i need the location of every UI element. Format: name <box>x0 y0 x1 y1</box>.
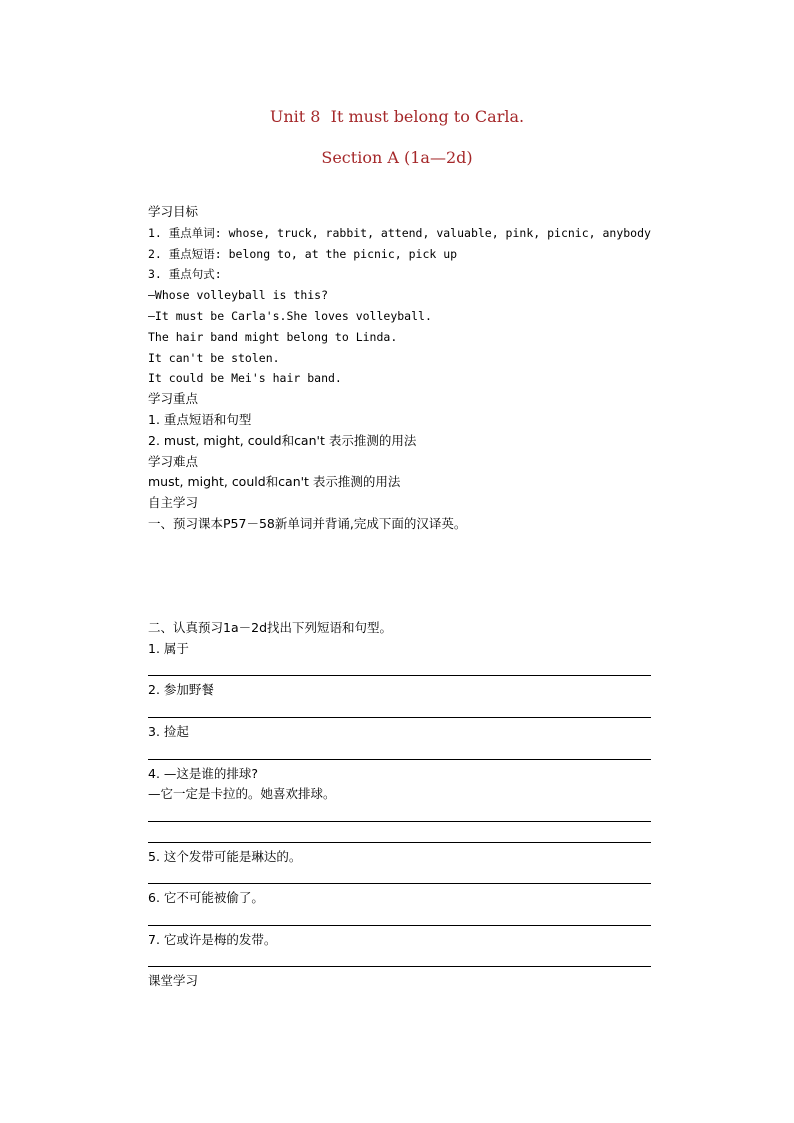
goal-phrases: 2. 重点短语: belong to, at the picnic, pick up <box>148 246 458 261</box>
answer-line[interactable] <box>148 826 668 847</box>
worksheet-body <box>148 202 668 1013</box>
answer-line[interactable] <box>148 951 668 972</box>
page-subtitle: Section A (1a—2d) <box>321 148 473 167</box>
step-row <box>148 992 668 1013</box>
section-heading-difficulties: 学习难点 <box>148 453 199 469</box>
question-prompt: 7. 它或许是梅的发带。 <box>148 931 277 947</box>
word-row <box>148 535 668 556</box>
word-row <box>148 597 668 618</box>
goal-vocab: 1. 重点单词: whose, truck, rabbit, attend, valuable, pink, picnic, anybody <box>148 225 651 240</box>
key-point-item: 1. 重点短语和句型 <box>148 411 252 427</box>
goal-sentence: —Whose volleyball is this? <box>148 288 329 303</box>
word-row <box>148 556 668 577</box>
question-prompt: 4. —这是谁的排球? <box>148 765 259 781</box>
goal-sentence: —It must be Carla's.She loves volleyball. <box>148 308 432 323</box>
part1-instruction: 一、预习课本P57－58新单词并背诵,完成下面的汉译英。 <box>148 515 467 531</box>
answer-line[interactable] <box>148 701 668 722</box>
answer-line[interactable] <box>148 743 668 764</box>
page-title: Unit 8 It must belong to Carla. <box>269 107 525 126</box>
answer-line[interactable] <box>148 909 668 930</box>
question-prompt: 1. 属于 <box>148 640 189 656</box>
goal-sentence: It could be Mei's hair band. <box>148 371 342 386</box>
question-prompt: 3. 捡起 <box>148 723 189 739</box>
question-prompt: 2. 参加野餐 <box>148 682 214 698</box>
goal-sentences-label: 3. 重点句式: <box>148 267 222 282</box>
question-prompt: 6. 它不可能被偷了。 <box>148 890 264 906</box>
section-heading-self-study: 自主学习 <box>148 495 199 511</box>
section-heading-key-points: 学习重点 <box>148 391 199 407</box>
difficulty-text: must, might, could和can't 表示推测的用法 <box>148 474 401 490</box>
section-heading-classroom: 课堂学习 <box>148 973 199 989</box>
question-prompt: —它一定是卡拉的。她喜欢排球。 <box>148 786 336 802</box>
key-point-item: 2. must, might, could和can't 表示推测的用法 <box>148 432 417 448</box>
answer-line[interactable] <box>148 805 668 826</box>
goal-sentence: It can't be stolen. <box>148 350 280 365</box>
section-heading-goals: 学习目标 <box>148 204 199 219</box>
question-prompt: 5. 这个发带可能是琳达的。 <box>148 848 302 864</box>
part2-instruction: 二、认真预习1a－2d找出下列短语和句型。 <box>148 619 393 635</box>
answer-line[interactable] <box>148 868 668 889</box>
goal-sentence: The hair band might belong to Linda. <box>148 329 398 344</box>
answer-line[interactable] <box>148 660 668 681</box>
word-row <box>148 576 668 597</box>
